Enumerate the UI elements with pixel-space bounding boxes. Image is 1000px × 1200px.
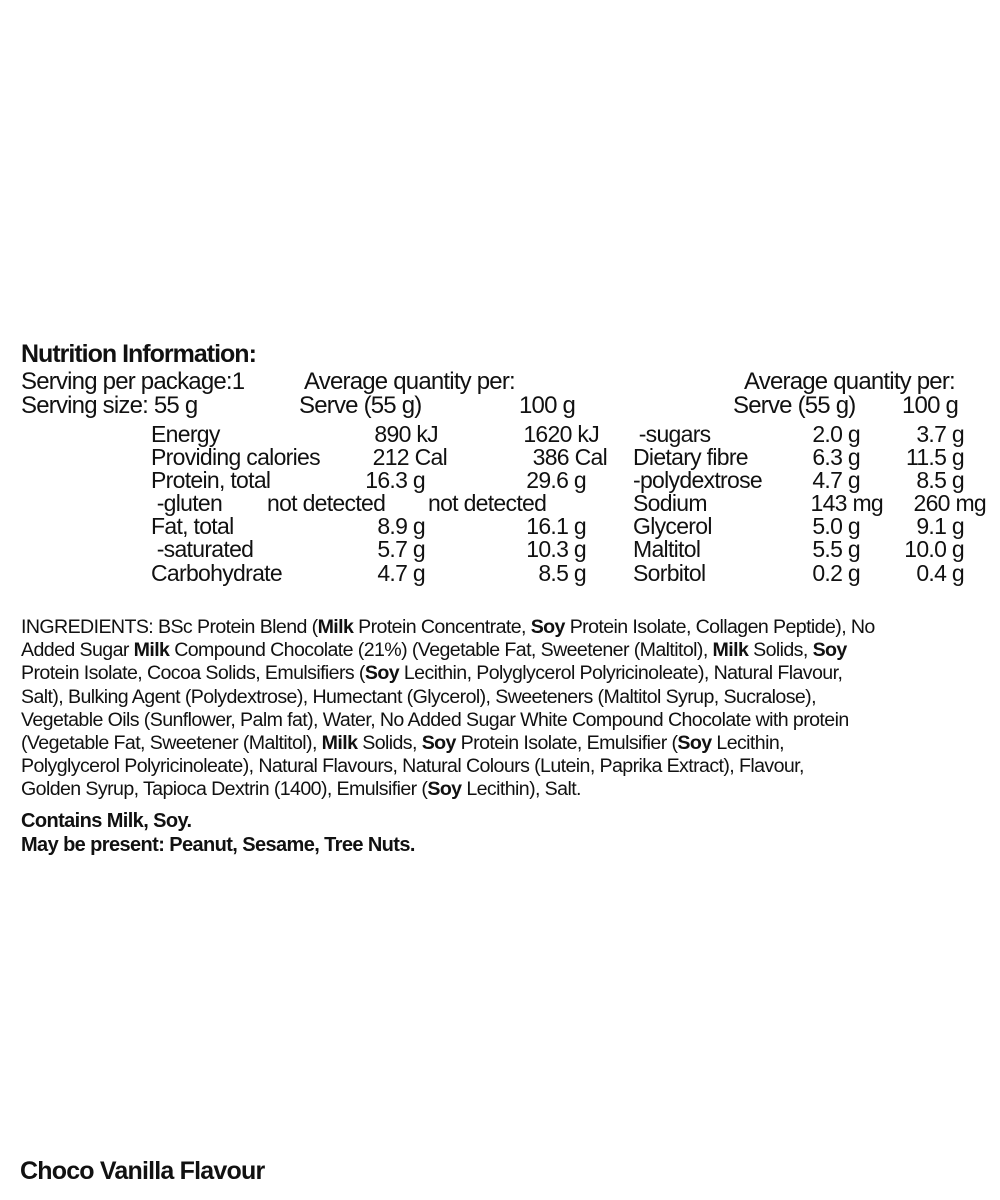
may-be-present-statement: May be present: Peanut, Sesame, Tree Nuts. <box>21 834 415 856</box>
nutrition-title: Nutrition Information: <box>21 340 256 368</box>
ingredient-text: Protein Concentrate, <box>353 616 531 638</box>
avg-qty-left-header: Average quantity per: <box>304 368 515 395</box>
per100-left-header: 100 g <box>519 392 576 419</box>
nutrient-serve-value: 212 Cal <box>372 444 447 470</box>
allergen-bold: Milk <box>317 616 354 638</box>
nutrient-per100-value: 9.1 g <box>916 513 964 539</box>
nutrient-name: Sorbitol <box>633 560 706 586</box>
nutrient-per100-value: 260 mg <box>913 490 986 516</box>
contains-statement: Contains Milk, Soy. <box>21 810 192 832</box>
allergen-bold: Milk <box>321 731 358 754</box>
ingredient-text: Protein Isolate, Collagen Peptide), No <box>564 616 875 638</box>
ingredient-text: (Vegetable Fat, Sweetener (Maltitol), <box>21 731 322 754</box>
allergen-bold: Milk <box>133 639 170 662</box>
nutrient-per100-value: 10.3 g <box>526 536 586 562</box>
nutrient-per100-value: 386 Cal <box>532 444 607 470</box>
nutrient-name: Maltitol <box>633 536 701 562</box>
nutrient-serve-value: 4.7 g <box>812 467 860 493</box>
allergen-bold: Soy <box>421 731 456 754</box>
nutrient-serve-value: 4.7 g <box>377 560 425 586</box>
ingredients-text <box>21 616 979 802</box>
allergen-bold: Soy <box>427 778 462 801</box>
ingredient-text: Lecithin, Polyglycerol Polyricinoleate), Natural Flavour, <box>399 662 843 685</box>
nutrient-per100-value: 10.0 g <box>904 536 964 562</box>
nutrient-per100-value: 0.4 g <box>916 560 964 586</box>
nutrient-name: Providing calories <box>151 444 320 470</box>
ingredient-text: INGREDIENTS: BSc Protein Blend ( <box>21 616 318 638</box>
ingredients-line <box>21 755 979 778</box>
nutrient-serve-value: 890 kJ <box>374 421 438 447</box>
ingredient-text: Lecithin, <box>711 731 784 754</box>
nutrient-per100-value: 8.5 g <box>538 560 586 586</box>
nutrient-per100-value: 1620 kJ <box>523 421 599 447</box>
allergen-bold: Soy <box>530 616 565 638</box>
ingredients-line <box>21 662 979 685</box>
nutrient-serve-value: 5.7 g <box>377 536 425 562</box>
per100-right-header: 100 g <box>902 392 959 419</box>
allergen-bold: Milk <box>712 639 749 662</box>
nutrient-per100-value: 29.6 g <box>526 467 586 493</box>
ingredients-line <box>21 732 979 755</box>
nutrient-name: -gluten <box>151 490 223 516</box>
nutrient-serve-value: 143 mg <box>810 490 883 516</box>
nutrient-name: -saturated <box>151 536 254 562</box>
serve-right-header: Serve (55 g) <box>733 392 856 419</box>
nutrient-serve-value: 16.3 g <box>365 467 425 493</box>
ingredients-line <box>21 709 979 732</box>
nutrient-per100-value: 8.5 g <box>916 467 964 493</box>
nutrient-name: Sodium <box>633 490 707 516</box>
nutrient-name: Fat, total <box>151 513 234 539</box>
nutrient-per100-value: 3.7 g <box>916 421 964 447</box>
nutrient-name: -sugars <box>633 421 711 447</box>
nutrient-serve-value: 0.2 g <box>812 560 860 586</box>
allergen-bold: Soy <box>364 662 399 685</box>
nutrient-serve-value: 5.5 g <box>812 536 860 562</box>
ingredient-text: Lecithin), Salt. <box>461 778 581 801</box>
nutrient-name: Glycerol <box>633 513 712 539</box>
avg-qty-right-header: Average quantity per: <box>744 368 955 395</box>
ingredient-text: Golden Syrup, Tapioca Dextrin (1400), Emulsifier ( <box>21 778 428 801</box>
nutrient-serve-value: 8.9 g <box>377 513 425 539</box>
ingredients-line <box>21 686 979 709</box>
ingredient-text: Protein Isolate, Cocoa Solids, Emulsifiers ( <box>21 662 365 685</box>
nutrient-name: Carbohydrate <box>151 560 282 586</box>
nutrient-per100-value: not detected <box>428 490 547 516</box>
serving-per-package: Serving per package:1 <box>21 368 245 395</box>
allergen-bold: Soy <box>677 731 712 754</box>
ingredient-text: Salt), Bulking Agent (Polydextrose), Humectant (Glycerol), Sweeteners (Maltitol Syrup, Sucralose), <box>21 685 816 708</box>
nutrient-name: -polydextrose <box>633 467 762 493</box>
flavour-name: Choco Vanilla Flavour <box>20 1157 265 1185</box>
allergen-bold: Soy <box>812 639 847 662</box>
nutrient-name: Protein, total <box>151 467 271 493</box>
nutrient-per100-value: 11.5 g <box>905 444 964 470</box>
ingredient-text: Solids, <box>357 731 422 754</box>
ingredient-text: Protein Isolate, Emulsifier ( <box>455 731 678 754</box>
ingredients-line <box>21 616 979 639</box>
ingredient-text: Added Sugar <box>21 639 134 662</box>
ingredients-line <box>21 778 979 801</box>
ingredients-line <box>21 639 979 662</box>
nutrient-serve-value: not detected <box>267 490 386 516</box>
nutrient-serve-value: 5.0 g <box>812 513 860 539</box>
ingredient-text: Polyglycerol Polyricinoleate), Natural Flavours, Natural Colours (Lutein, Paprika Extract), Flavour, <box>21 755 804 778</box>
nutrient-per100-value: 16.1 g <box>526 513 586 539</box>
nutrient-serve-value: 2.0 g <box>812 421 860 447</box>
serving-size: Serving size: 55 g <box>21 392 198 419</box>
ingredient-text: Compound Chocolate (21%) (Vegetable Fat, Sweetener (Maltitol), <box>169 639 713 662</box>
nutrient-name: Energy <box>151 421 220 447</box>
nutrient-name: Dietary fibre <box>633 444 748 470</box>
ingredient-text: Solids, <box>748 639 813 662</box>
ingredient-text: Vegetable Oils (Sunflower, Palm fat), Water, No Added Sugar White Compound Chocolate with protein <box>21 708 849 731</box>
serve-left-header: Serve (55 g) <box>299 392 422 419</box>
nutrient-serve-value: 6.3 g <box>812 444 860 470</box>
